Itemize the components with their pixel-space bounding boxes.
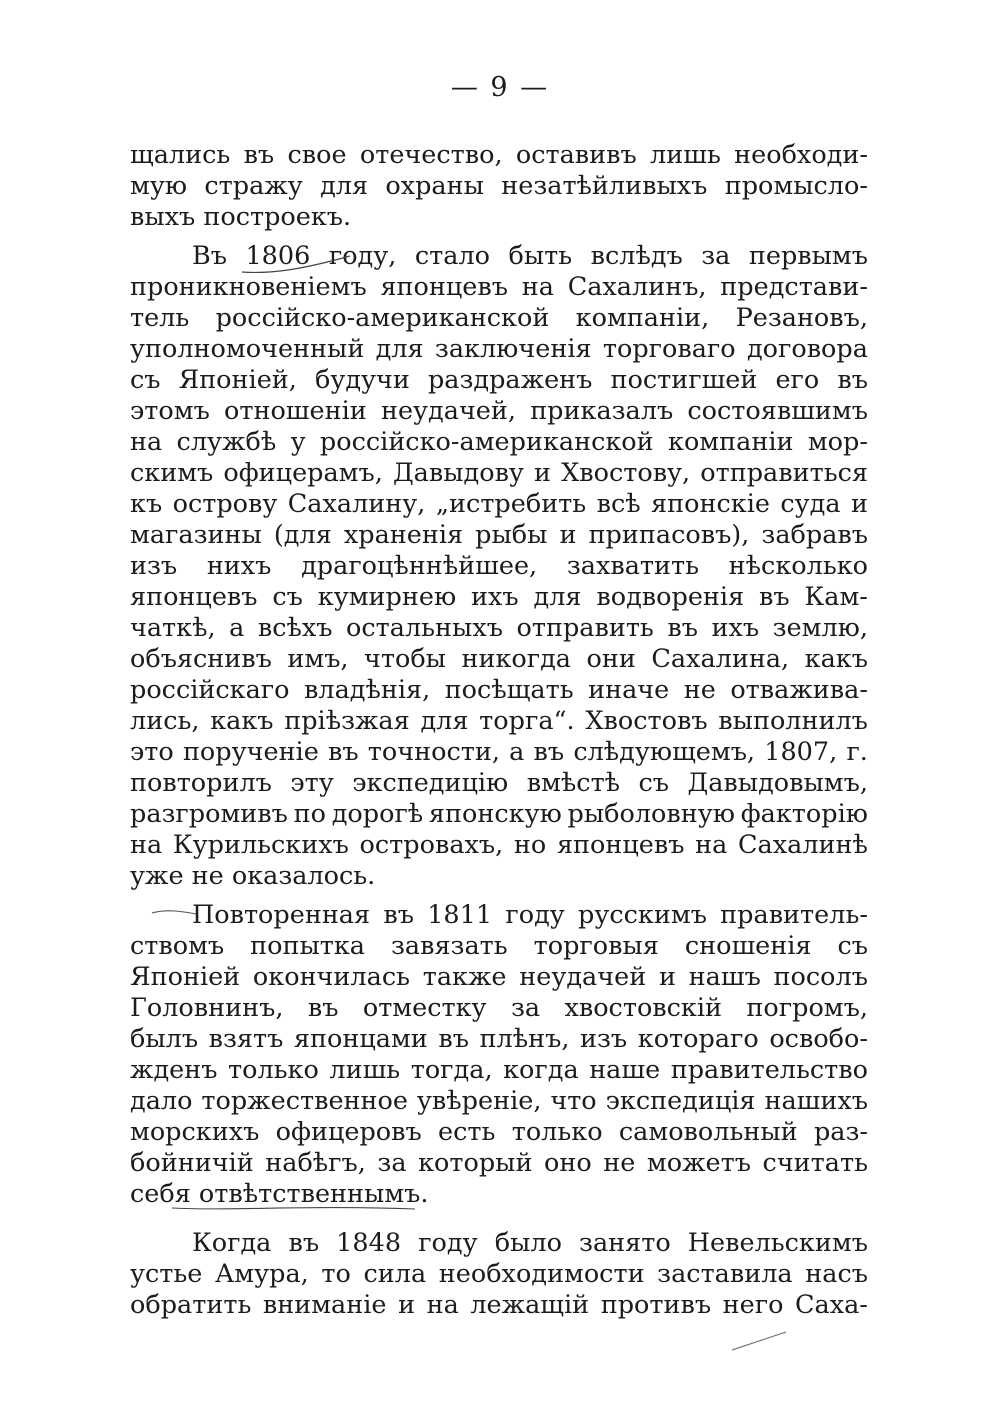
pencil-stroke-mark xyxy=(730,1330,790,1354)
paragraph-3 xyxy=(130,900,868,1210)
text-line: съ Японіей, будучи раздраженъ постигшей его въ xyxy=(130,365,868,395)
text-line: Головнинъ, въ отместку за хвостовскій погромъ, xyxy=(130,993,868,1023)
text-line: былъ взятъ японцами въ плѣнъ, изъ котораго освобо- xyxy=(130,1024,868,1054)
text-line: выхъ построекъ. xyxy=(130,202,352,232)
text-line: тель россійско-американской компаніи, Резановъ, xyxy=(130,303,868,333)
text-line: разгромивъ по дорогѣ японскую рыболовную факторію xyxy=(130,799,868,829)
text-line: японцевъ съ кумирнею ихъ для водворенія въ Кам- xyxy=(130,582,868,612)
text-line: уполномоченный для заключенія торговаго договора xyxy=(130,334,868,364)
page-number: — 9 — xyxy=(450,72,550,103)
text-line: магазины (для храненія рыбы и припасовъ), забравъ xyxy=(130,520,868,550)
text-line: Когда въ 1848 году было занято Невельскимъ xyxy=(192,1228,868,1258)
text-line: скимъ офицерамъ, Давыдову и Хвостову, отправиться xyxy=(130,458,868,488)
text-line: себя отвѣтственнымъ. xyxy=(130,1179,429,1209)
text-line: Японіей окончилась также неудачей и нашъ посолъ xyxy=(130,962,868,992)
text-line: россійскаго владѣнія, посѣщать иначе не отважива- xyxy=(130,675,868,705)
text-line: повторилъ эту экспедицію вмѣстѣ съ Давыдовымъ, xyxy=(130,768,868,798)
paragraph-2 xyxy=(130,241,868,892)
text-line: къ острову Сахалину, „истребить всѣ японскіе суда и xyxy=(130,489,868,519)
text-line: щались въ свое отечество, оставивъ лишь необходи- xyxy=(130,140,868,170)
text-line: это порученіе въ точности, а въ слѣдующемъ, 1807, г. xyxy=(130,737,868,767)
text-line: чаткѣ, а всѣхъ остальныхъ отправить въ ихъ землю, xyxy=(130,613,868,643)
text-line: уже не оказалось. xyxy=(130,861,376,891)
text-line: морскихъ офицеровъ есть только самовольный раз- xyxy=(130,1117,868,1147)
paragraph-4 xyxy=(130,1228,868,1321)
text-line: изъ нихъ драгоцѣннѣйшее, захватить нѣсколько xyxy=(130,551,868,581)
text-line: объяснивъ имъ, чтобы никогда они Сахалина, какъ xyxy=(130,644,868,674)
text-line: проникновеніемъ японцевъ на Сахалинъ, представи- xyxy=(130,272,868,302)
text-line: Повторенная въ 1811 году русскимъ правитель- xyxy=(192,900,868,930)
text-line: Въ 1806 году, стало быть вслѣдъ за первымъ xyxy=(192,241,868,271)
text-line: устье Амура, то сила необходимости заставила насъ xyxy=(130,1259,868,1289)
text-line: бойничій набѣгъ, за который оно не можетъ считать xyxy=(130,1148,868,1178)
text-line: дало торжественное увѣреніе, что экспедиція нашихъ xyxy=(130,1086,868,1116)
text-line: лись, какъ пріѣзжая для торга“. Хвостовъ выполнилъ xyxy=(130,706,868,736)
text-line: ствомъ попытка завязать торговыя сношенія съ xyxy=(130,931,868,961)
text-line: жденъ только лишь тогда, когда наше правительство xyxy=(130,1055,868,1085)
text-line: на службѣ у россійско-американской компаніи мор- xyxy=(130,427,868,457)
paragraph-1 xyxy=(130,140,868,233)
text-line: этомъ отношеніи неудачей, приказалъ состоявшимъ xyxy=(130,396,868,426)
text-line: мую стражу для охраны незатѣйливыхъ промысло- xyxy=(130,171,868,201)
text-line: обратить вниманіе и на лежащій противъ него Саха- xyxy=(130,1290,868,1320)
text-line: на Курильскихъ островахъ, но японцевъ на Сахалинѣ xyxy=(130,830,868,860)
